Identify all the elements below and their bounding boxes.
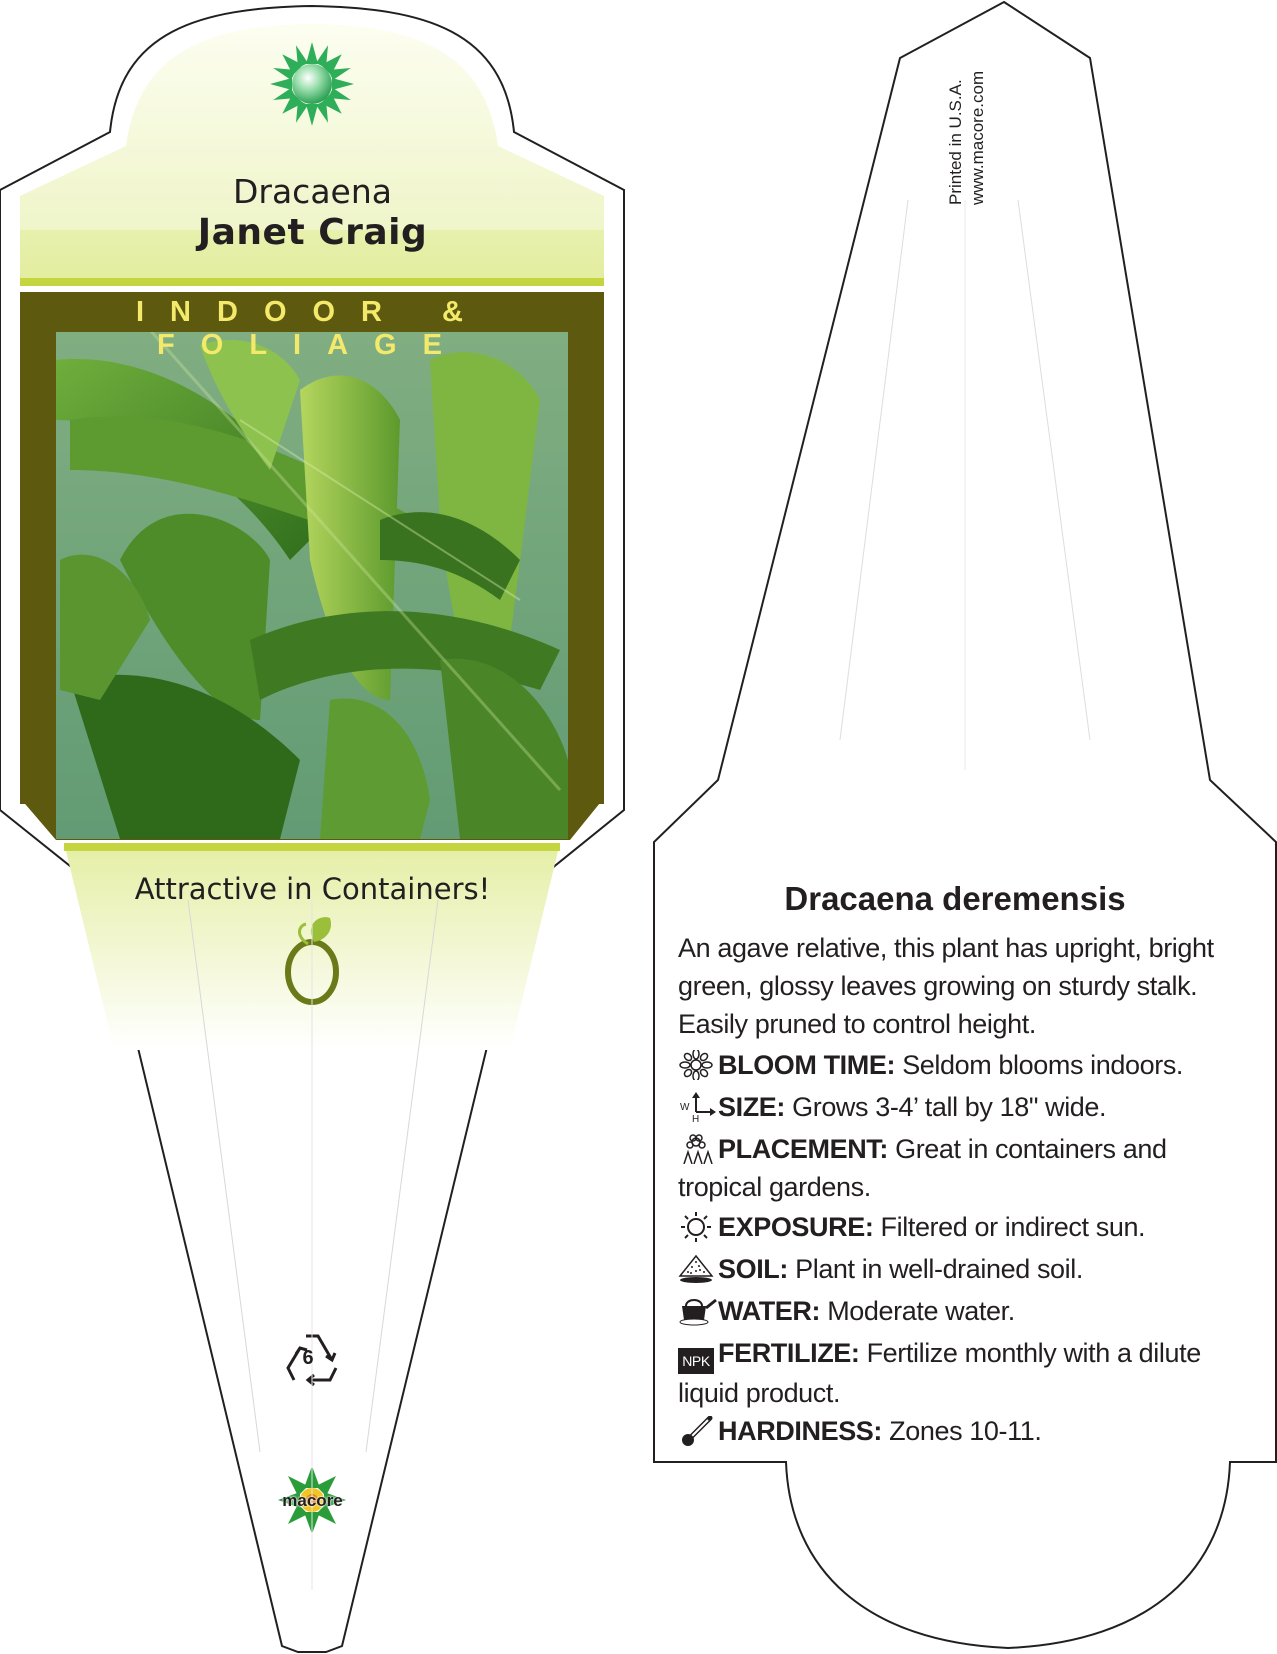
care-text: Plant in well-drained soil.	[795, 1254, 1083, 1284]
garden-plants-icon	[678, 1134, 718, 1164]
care-text: Great in containers and tropical gardens.	[678, 1134, 1167, 1202]
care-label: BLOOM TIME:	[718, 1050, 896, 1080]
tagline: Attractive in Containers!	[134, 872, 491, 906]
plant-description: An agave relative, this plant has upright, bright green, glossy leaves growing on sturdy stalk. Easily pruned to control height.	[678, 933, 1214, 1039]
care-exposure	[678, 1208, 1253, 1246]
care-text: Grows 3-4’ tall by 18" wide.	[792, 1092, 1107, 1122]
care-label: EXPOSURE:	[718, 1212, 874, 1242]
care-water	[678, 1292, 1253, 1330]
care-label: WATER:	[718, 1296, 821, 1326]
size-icon-h: H	[692, 1114, 699, 1122]
plant-photo	[56, 330, 568, 839]
print-info	[945, 45, 989, 205]
care-hardiness	[678, 1412, 1253, 1450]
care-soil	[678, 1250, 1253, 1288]
care-label: HARDINESS:	[718, 1416, 883, 1446]
watering-can-icon	[678, 1296, 718, 1326]
care-label: SOIL:	[718, 1254, 788, 1284]
care-fertilize	[678, 1334, 1253, 1412]
care-text: Zones 10-11.	[889, 1416, 1042, 1446]
care-label: FERTILIZE:	[718, 1338, 860, 1368]
size-icon-w: W	[680, 1102, 690, 1113]
plant-common-name: Dracaena	[232, 172, 392, 211]
size-arrows-icon	[678, 1092, 718, 1122]
plant-cultivar-name: Janet Craig	[197, 212, 428, 253]
species-name: Dracaena deremensis	[784, 880, 1126, 917]
care-text: Fertilize monthly with a dilute liquid product.	[678, 1338, 1201, 1408]
care-label: PLACEMENT:	[718, 1134, 888, 1164]
care-size	[678, 1088, 1253, 1126]
recycle-code: 6	[302, 1347, 314, 1369]
green-sun-icon	[270, 42, 354, 126]
website: www.macore.com	[968, 70, 987, 205]
sun-outline-icon	[678, 1212, 718, 1242]
category-label: INDOOR & FOLIAGE	[136, 296, 489, 361]
care-label: SIZE:	[718, 1092, 786, 1122]
soil-pile-icon	[678, 1254, 718, 1284]
care-placement	[678, 1130, 1253, 1206]
care-text: Moderate water.	[827, 1296, 1015, 1326]
npk-icon: NPK	[678, 1348, 714, 1374]
thermometer-icon	[678, 1416, 718, 1446]
care-bloom-time	[678, 1046, 1253, 1084]
printed-in: Printed in U.S.A.	[946, 79, 965, 205]
flower-icon	[678, 1050, 718, 1080]
care-text: Filtered or indirect sun.	[880, 1212, 1146, 1242]
brand-name: macore	[282, 1491, 343, 1510]
care-text: Seldom blooms indoors.	[902, 1050, 1184, 1080]
